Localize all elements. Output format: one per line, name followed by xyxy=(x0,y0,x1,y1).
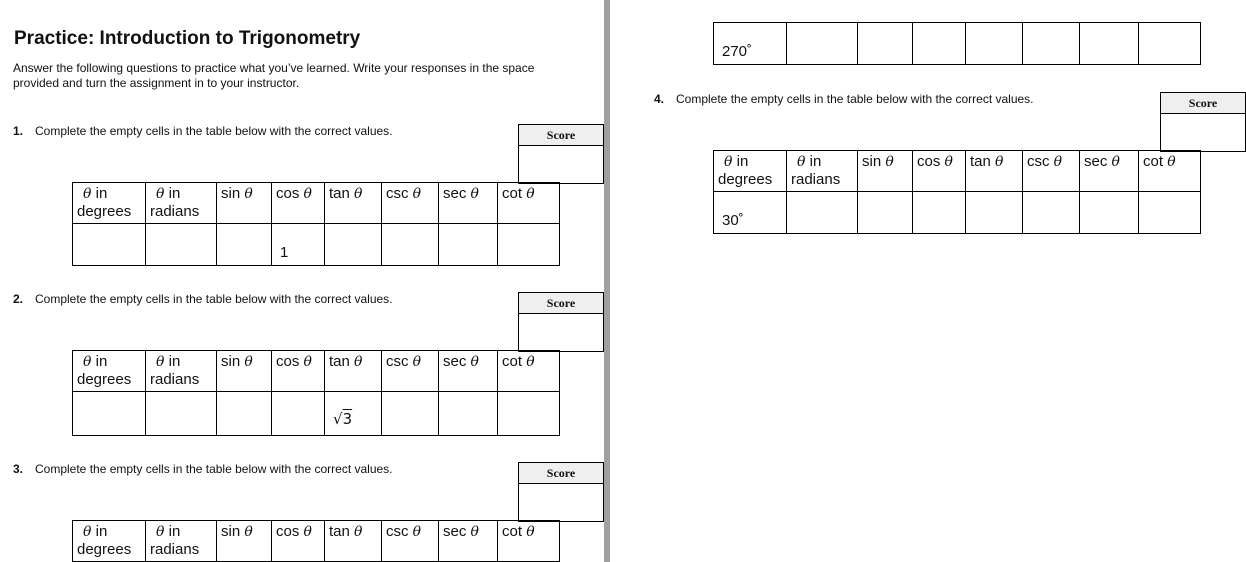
table-header-row xyxy=(73,351,560,392)
header-cos: cos θ xyxy=(272,183,325,224)
question-text: Complete the empty cells in the table below with the correct values. xyxy=(35,462,393,476)
cell-degrees[interactable] xyxy=(714,192,787,234)
cell-degrees[interactable] xyxy=(73,392,146,436)
cell-sec[interactable] xyxy=(1080,23,1139,65)
cell-csc[interactable] xyxy=(1023,23,1080,65)
header-sec: sec θ xyxy=(439,521,498,562)
page-title: Practice: Introduction to Trigonometry xyxy=(14,28,361,49)
header-degrees: θ in degrees xyxy=(73,351,146,392)
header-degrees: θ in degrees xyxy=(73,521,146,562)
cell-tan[interactable] xyxy=(966,23,1023,65)
cell-sin[interactable] xyxy=(217,392,272,436)
header-cot: cot θ xyxy=(1139,151,1201,192)
header-sin: sin θ xyxy=(217,351,272,392)
cell-csc[interactable] xyxy=(382,224,439,266)
given-value: 1 xyxy=(280,244,289,261)
table-header-row xyxy=(714,151,1201,192)
score-label: Score xyxy=(519,293,603,314)
header-cos: cos θ xyxy=(913,151,966,192)
right-page xyxy=(610,0,1246,562)
score-box-4 xyxy=(1160,92,1246,152)
score-box-1 xyxy=(518,124,604,184)
cell-cos[interactable] xyxy=(272,392,325,436)
question-number: 4. xyxy=(654,92,665,106)
header-sec: sec θ xyxy=(439,351,498,392)
header-radians: θ in radians xyxy=(787,151,858,192)
table-row xyxy=(73,224,560,266)
cell-sin[interactable] xyxy=(858,192,913,234)
cell-cos[interactable] xyxy=(913,23,966,65)
header-cos: cos θ xyxy=(272,351,325,392)
header-tan: tan θ xyxy=(966,151,1023,192)
cell-sec[interactable] xyxy=(439,224,498,266)
trig-table-3-continued xyxy=(713,22,1201,65)
question-number: 3. xyxy=(13,462,24,476)
cell-csc[interactable] xyxy=(382,392,439,436)
trig-table-1 xyxy=(72,182,560,266)
question-3 xyxy=(13,462,393,476)
header-sin: sin θ xyxy=(217,521,272,562)
table-row xyxy=(714,23,1201,65)
score-label: Score xyxy=(519,125,603,146)
header-radians: θ in radians xyxy=(146,351,217,392)
trig-table-2 xyxy=(72,350,560,436)
score-box-2 xyxy=(518,292,604,352)
trig-table-4 xyxy=(713,150,1201,234)
cell-radians[interactable] xyxy=(146,392,217,436)
question-4 xyxy=(654,92,1034,106)
table-header-row xyxy=(73,521,560,562)
cell-tan[interactable] xyxy=(325,224,382,266)
header-cot: cot θ xyxy=(498,183,560,224)
cell-radians[interactable] xyxy=(787,192,858,234)
score-field[interactable] xyxy=(519,314,603,351)
trig-table-3 xyxy=(72,520,560,562)
cell-sec[interactable] xyxy=(439,392,498,436)
score-box-3 xyxy=(518,462,604,522)
question-text: Complete the empty cells in the table below with the correct values. xyxy=(676,92,1034,106)
header-cos: cos θ xyxy=(272,521,325,562)
question-text: Complete the empty cells in the table below with the correct values. xyxy=(35,292,393,306)
score-label: Score xyxy=(1161,93,1245,114)
header-csc: csc θ xyxy=(1023,151,1080,192)
score-field[interactable] xyxy=(519,146,603,183)
cell-cot[interactable] xyxy=(498,224,560,266)
header-csc: csc θ xyxy=(382,351,439,392)
cell-sec[interactable] xyxy=(1080,192,1139,234)
table-row xyxy=(73,392,560,436)
header-radians: θ in radians xyxy=(146,521,217,562)
cell-degrees[interactable] xyxy=(73,224,146,266)
cell-sin[interactable] xyxy=(217,224,272,266)
given-value: √3 xyxy=(333,410,353,428)
cell-csc[interactable] xyxy=(1023,192,1080,234)
question-text: Complete the empty cells in the table below with the correct values. xyxy=(35,124,393,138)
header-radians: θ in radians xyxy=(146,183,217,224)
cell-cot[interactable] xyxy=(498,392,560,436)
cell-radians[interactable] xyxy=(787,23,858,65)
given-value: 270˚ xyxy=(722,43,753,60)
instructions: Answer the following questions to practice what you’ve learned. Write your responses in the space provided and turn the assignment in to your instructor. xyxy=(13,61,535,90)
question-number: 2. xyxy=(13,292,24,306)
score-field[interactable] xyxy=(1161,114,1245,151)
header-sin: sin θ xyxy=(217,183,272,224)
table-header-row xyxy=(73,183,560,224)
cell-cot[interactable] xyxy=(1139,192,1201,234)
cell-tan[interactable] xyxy=(966,192,1023,234)
header-tan: tan θ xyxy=(325,521,382,562)
cell-sin[interactable] xyxy=(858,23,913,65)
cell-cot[interactable] xyxy=(1139,23,1201,65)
cell-degrees[interactable] xyxy=(714,23,787,65)
header-degrees: θ in degrees xyxy=(714,151,787,192)
score-label: Score xyxy=(519,463,603,484)
question-2 xyxy=(13,292,393,306)
cell-tan[interactable] xyxy=(325,392,382,436)
header-cot: cot θ xyxy=(498,521,560,562)
header-sec: sec θ xyxy=(439,183,498,224)
score-field[interactable] xyxy=(519,484,603,521)
table-row xyxy=(714,192,1201,234)
header-csc: csc θ xyxy=(382,183,439,224)
header-tan: tan θ xyxy=(325,183,382,224)
cell-radians[interactable] xyxy=(146,224,217,266)
question-number: 1. xyxy=(13,124,24,138)
question-1 xyxy=(13,124,393,138)
cell-cos[interactable] xyxy=(272,224,325,266)
header-tan: tan θ xyxy=(325,351,382,392)
header-csc: csc θ xyxy=(382,521,439,562)
header-sin: sin θ xyxy=(858,151,913,192)
header-degrees: θ in degrees xyxy=(73,183,146,224)
cell-cos[interactable] xyxy=(913,192,966,234)
left-page xyxy=(0,0,604,562)
header-cot: cot θ xyxy=(498,351,560,392)
given-value: 30˚ xyxy=(722,212,744,229)
header-sec: sec θ xyxy=(1080,151,1139,192)
